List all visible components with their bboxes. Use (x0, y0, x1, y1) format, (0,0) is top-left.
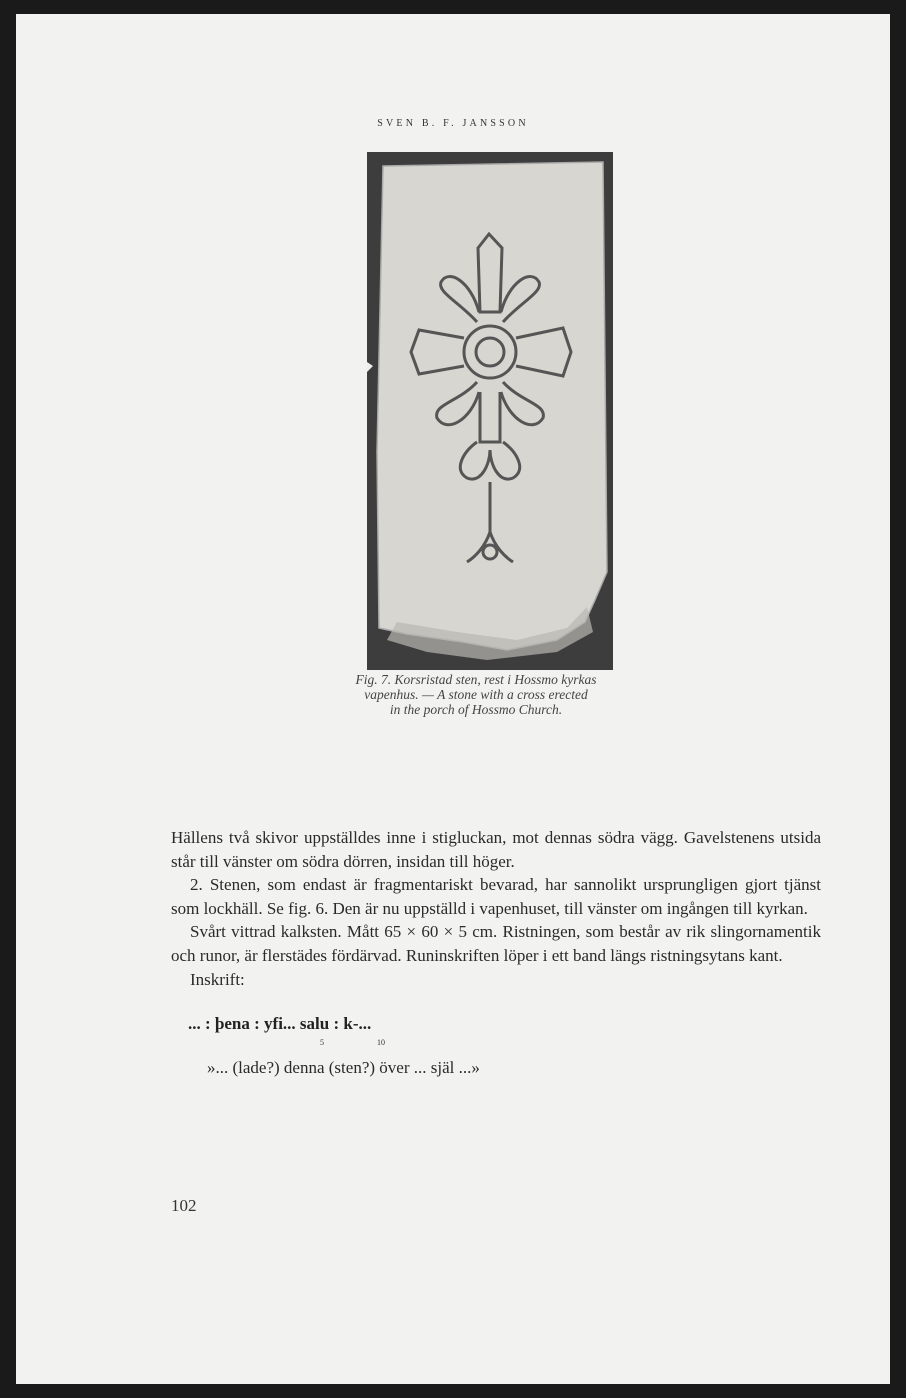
caption-line: Fig. 7. Korsristad sten, rest i Hossmo kyrkas (355, 672, 597, 687)
caption-line: in the porch of Hossmo Church. (389, 702, 563, 717)
paragraph: 2. Stenen, som endast är fragmentariskt bevarad, har sannolikt ursprungligen gjort tjänst som lockhäll. Se fig. 6. Den är nu uppställd i vapenhuset, till vänster om ingången till kyrkan. (171, 875, 821, 918)
inscription-translation: »... (lade?) denna (sten?) över ... själ ...» (207, 1058, 480, 1077)
inscription-number: 5 (320, 1038, 324, 1047)
book-page (16, 14, 890, 1384)
runic-inscription: ... : þena : yfi... salu : k-... (188, 1014, 372, 1033)
body-text (171, 826, 821, 991)
figure-caption (196, 672, 756, 717)
inscription-number: 10 (377, 1038, 385, 1047)
paragraph: Hällens två skivor uppställdes inne i stigluckan, mot dennas södra vägg. Gavelstenens utsida står till vänster om södra dörren, insidan till höger. (171, 828, 821, 871)
page-number: 102 (171, 1196, 197, 1215)
running-head: SVEN B. F. JANSSON (377, 118, 529, 129)
paragraph: Svårt vittrad kalksten. Mått 65 × 60 × 5 cm. Ristningen, som består av rik slingornamentik och runor, är flerstädes fördärvad. Runinskriften löper i ett band längs ristningsytans kant. (171, 922, 821, 965)
caption-line: vapenhus. — A stone with a cross erected (364, 687, 588, 702)
paragraph: Inskrift: (190, 969, 245, 989)
figure-photo-cross-stone (367, 152, 613, 670)
